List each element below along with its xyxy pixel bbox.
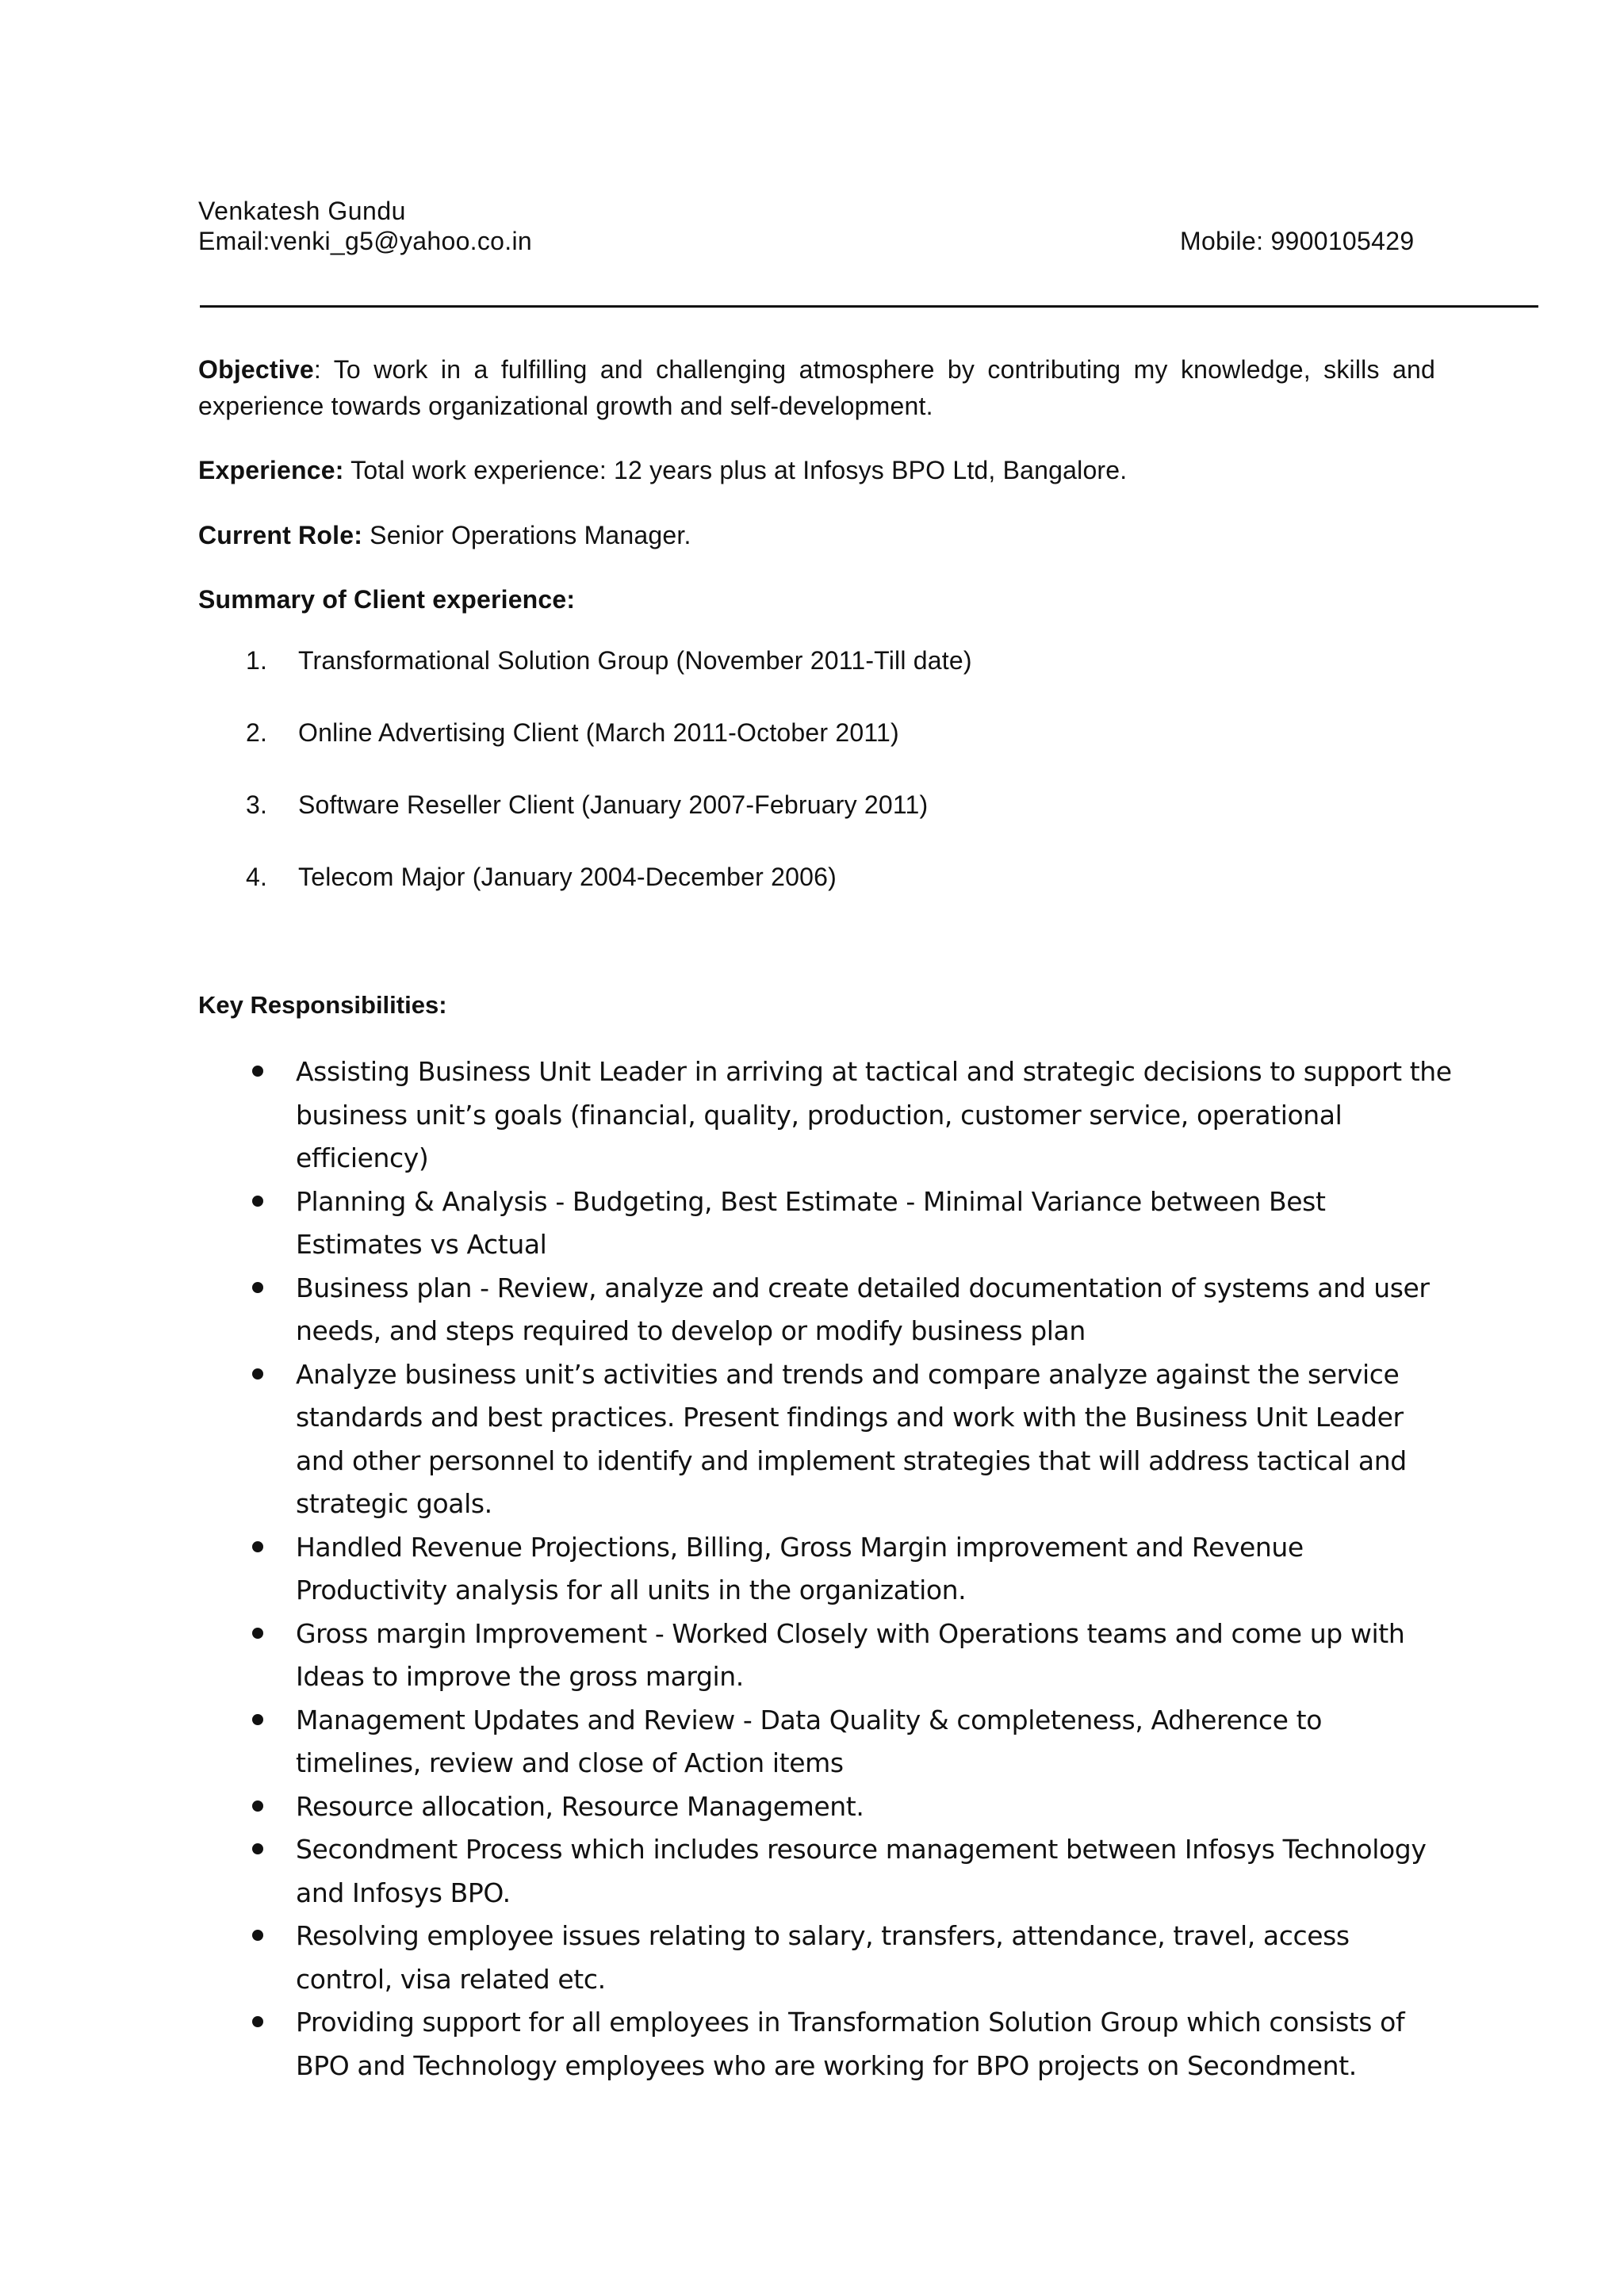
list-item <box>0 1050 1565 1181</box>
current-role-text: Senior Operations Manager. <box>362 521 691 549</box>
list-item-text: Gross margin Improvement - Worked Closely with Operations teams and come up with Ideas to improve the gross margin. <box>296 1617 1405 1692</box>
list-item-text: Analyze business unit’s activities and trends and compare analyze against the service standards and best practices. Present findings and work with the Business Unit Leader and other personnel to identify and implement strategies that will address tactical and strategic goals. <box>296 1358 1407 1519</box>
bullet-icon <box>252 1196 263 1207</box>
list-item-number: 3. <box>246 790 268 819</box>
bullet-icon <box>252 1541 263 1552</box>
bullet-icon <box>252 1800 263 1812</box>
key-responsibilities-heading: Key Responsibilities: <box>198 991 447 1019</box>
bullet-icon <box>252 1066 263 1077</box>
list-item-text: Planning & Analysis - Budgeting, Best Estimate - Minimal Variance between Best Estimates vs Actual <box>296 1185 1326 1260</box>
candidate-name: Venkatesh Gundu <box>198 197 406 225</box>
list-item <box>0 1915 1565 2001</box>
list-item-text: Providing support for all employees in Transformation Solution Group which consists of BPO and Technology employees who are working for BPO projects on Secondment. <box>296 2007 1405 2081</box>
bullet-icon <box>252 1628 263 1639</box>
bullet-icon <box>252 1368 263 1380</box>
experience-paragraph <box>198 452 1435 488</box>
bullet-icon <box>252 1282 263 1293</box>
objective-label: Objective <box>198 355 314 384</box>
experience-label: Experience: <box>198 456 344 484</box>
list-item <box>246 863 837 892</box>
experience-text: Total work experience: 12 years plus at Infosys BPO Ltd, Bangalore. <box>343 456 1128 484</box>
list-item-text: Software Reseller Client (January 2007-February 2011) <box>298 790 929 819</box>
list-item <box>0 1699 1565 1785</box>
list-item-number: 1. <box>246 646 268 675</box>
list-item <box>0 1785 1565 1829</box>
list-item <box>246 718 899 748</box>
list-item <box>246 646 972 675</box>
list-item <box>0 2001 1565 2087</box>
list-item-number: 4. <box>246 863 268 891</box>
list-item <box>0 1828 1565 1915</box>
list-item <box>0 1613 1565 1699</box>
header-divider <box>200 305 1538 308</box>
list-item-text: Secondment Process which includes resource management between Infosys Technology and Infosys BPO. <box>296 1834 1427 1908</box>
list-item-text: Management Updates and Review - Data Quality & completeness, Adherence to timelines, review and close of Action items <box>296 1704 1322 1778</box>
bullet-icon <box>252 1714 263 1725</box>
list-item-text: Online Advertising Client (March 2011-October 2011) <box>298 718 899 747</box>
list-item <box>0 1526 1565 1613</box>
list-item-text: Resource allocation, Resource Management. <box>296 1790 864 1822</box>
list-item-text: Handled Revenue Projections, Billing, Gross Margin improvement and Revenue Productivity analysis for all units in the organization. <box>296 1531 1304 1605</box>
current-role-paragraph <box>198 517 1435 553</box>
list-item-text: Resolving employee issues relating to salary, transfers, attendance, travel, access control, visa related etc. <box>296 1920 1350 1995</box>
list-item-text: Transformational Solution Group (November 2011-Till date) <box>298 646 972 675</box>
list-item <box>246 790 928 820</box>
list-item <box>0 1267 1565 1353</box>
list-item-text: Business plan - Review, analyze and create detailed documentation of systems and user needs, and steps required to develop or modify business plan <box>296 1272 1430 1346</box>
email-address: Email:venki_g5@yahoo.co.in <box>198 227 532 255</box>
bullet-icon <box>252 1843 263 1854</box>
list-item-text: Telecom Major (January 2004-December 2006) <box>298 863 837 891</box>
current-role-label: Current Role: <box>198 521 363 549</box>
list-item-text: Assisting Business Unit Leader in arriving at tactical and strategic decisions to support the business unit’s goals (financial, quality, production, customer service, operational efficiency) <box>296 1056 1452 1173</box>
objective-text: : To work in a fulfilling and challenging atmosphere by contributing my knowledge, skills and experience towards organizational growth and self-development. <box>198 355 1435 420</box>
bullet-icon <box>252 1930 263 1941</box>
list-item <box>0 1353 1565 1526</box>
summary-heading: Summary of Client experience: <box>198 585 576 614</box>
objective-paragraph <box>198 351 1435 424</box>
list-item <box>0 1181 1565 1267</box>
responsibilities-list <box>0 1050 1565 2087</box>
bullet-icon <box>252 2016 263 2027</box>
list-item-number: 2. <box>246 718 268 747</box>
mobile-number: Mobile: 9900105429 <box>1180 227 1415 255</box>
